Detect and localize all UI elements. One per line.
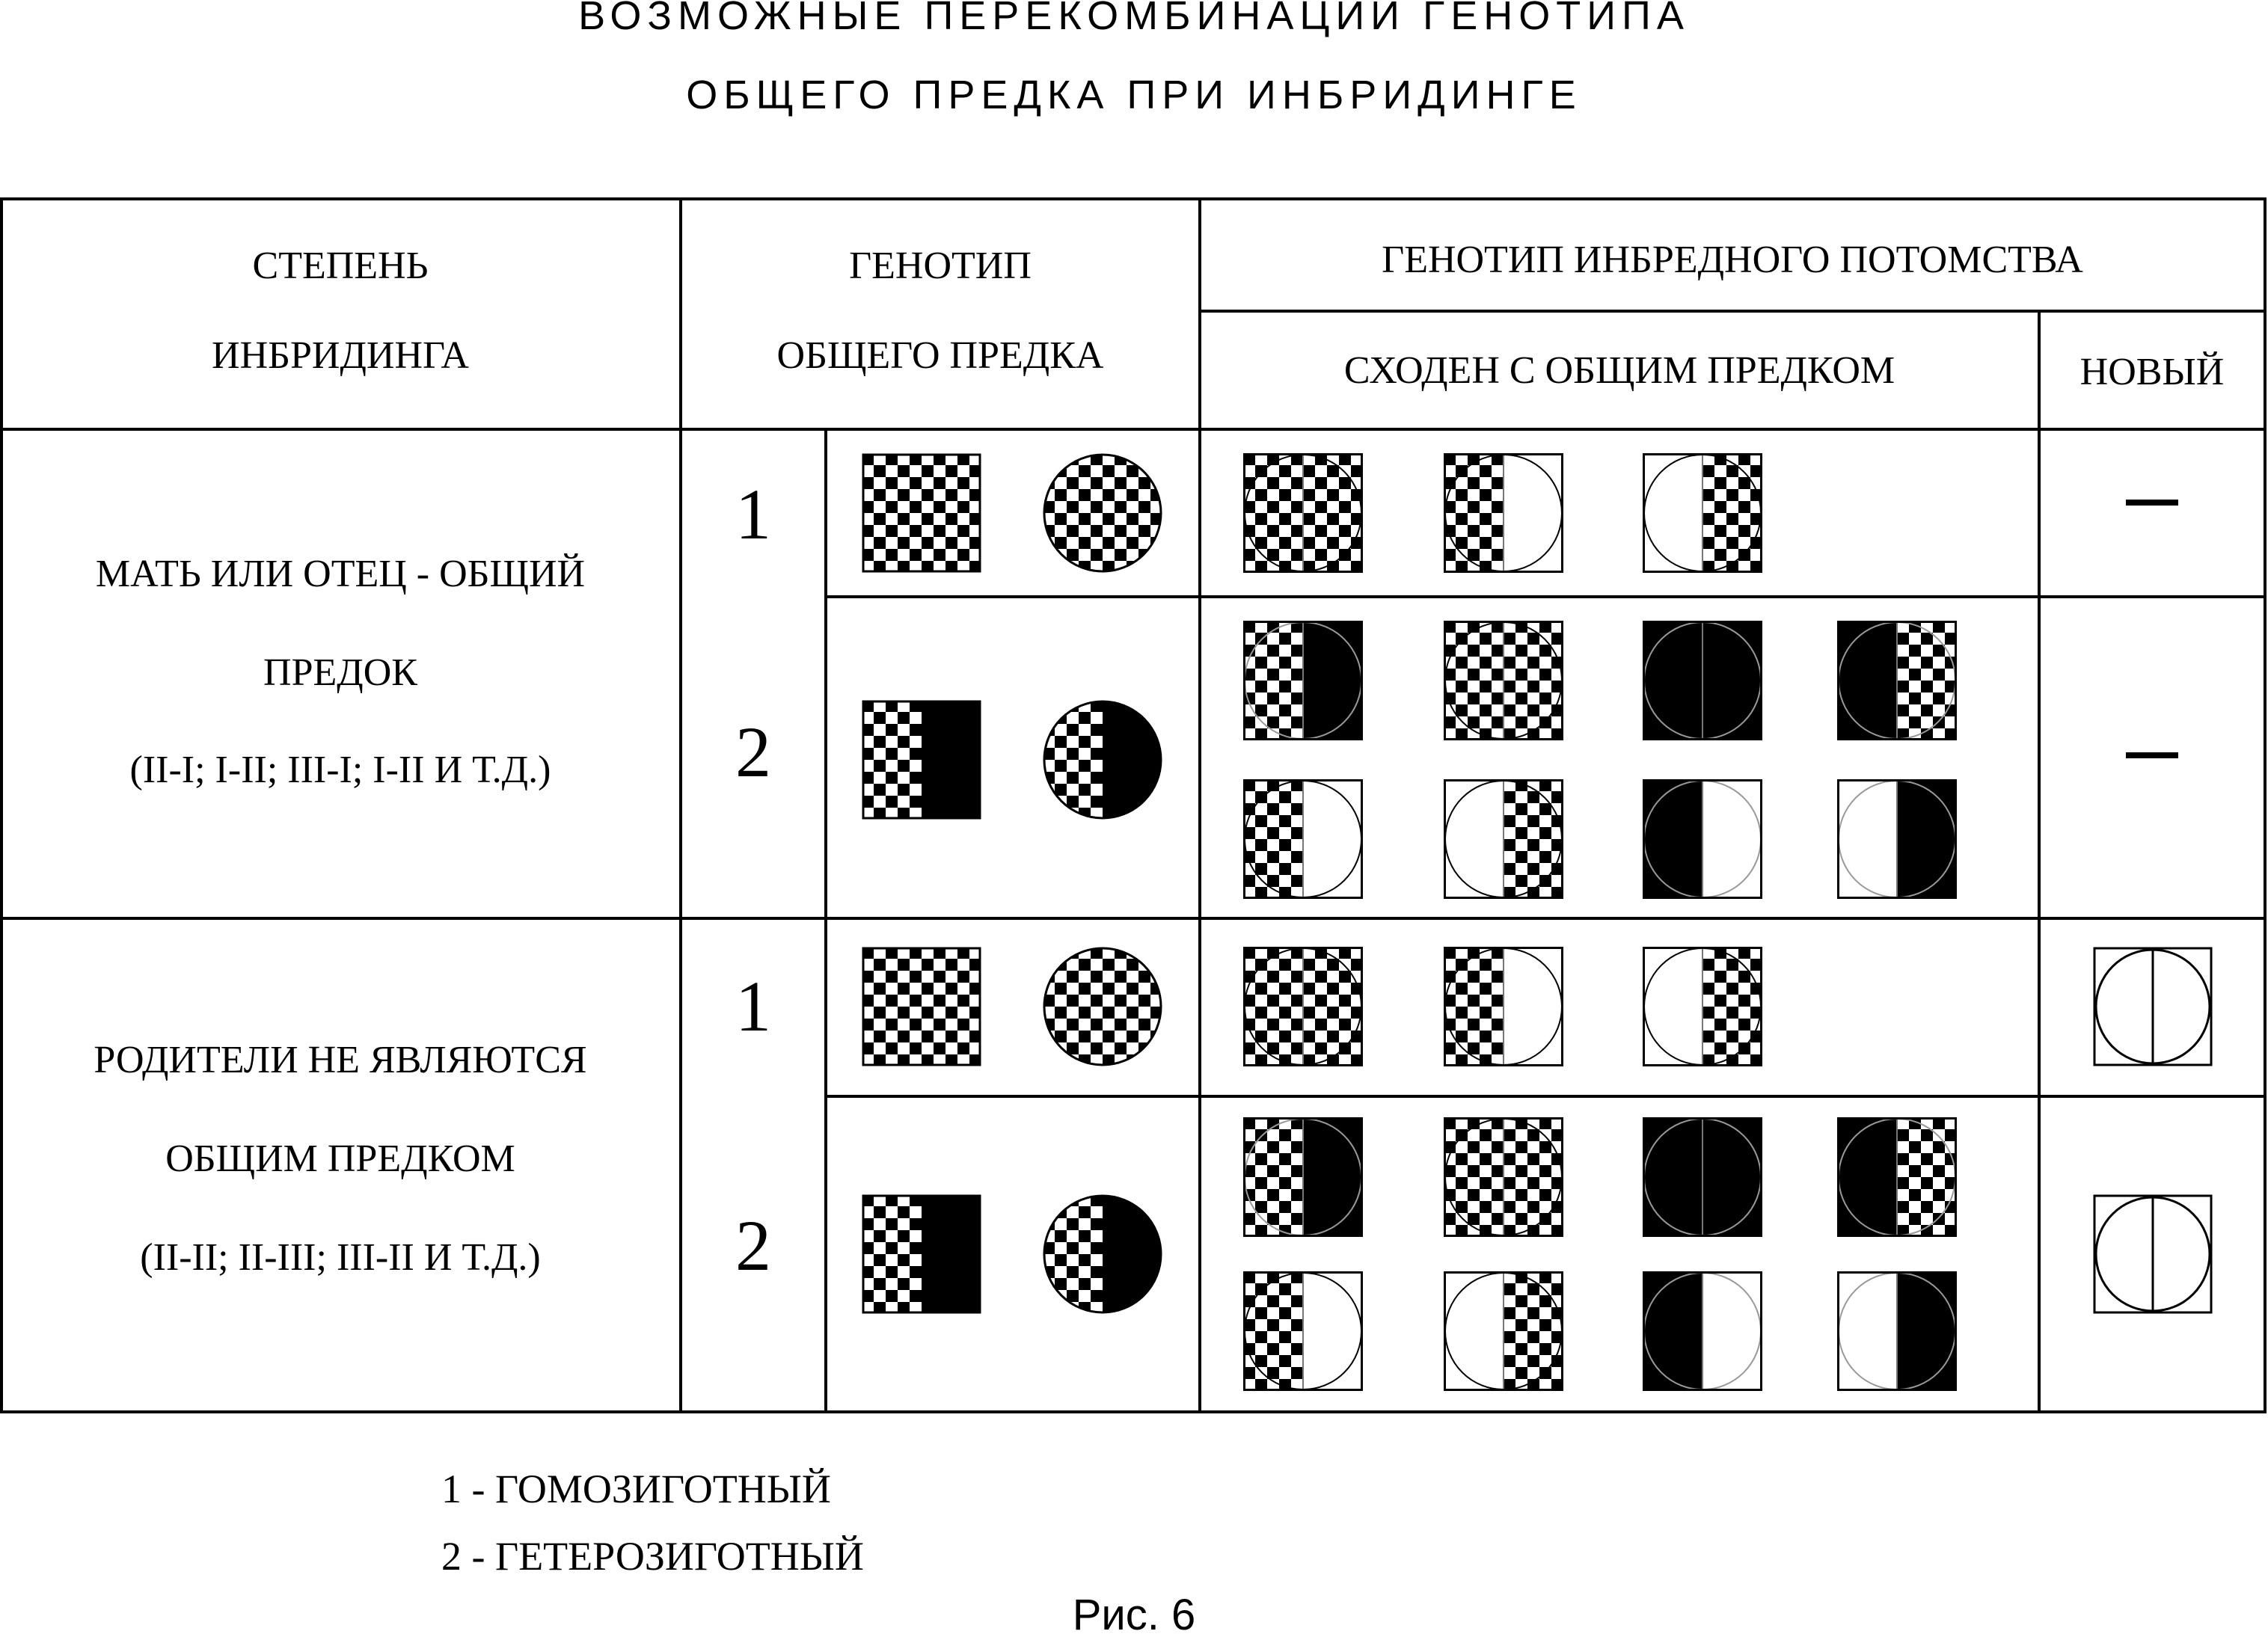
ancestor-checker-black-circle-icon xyxy=(1043,1194,1162,1314)
figure-caption: Рис. 6 xyxy=(1072,1591,1196,1639)
offspring-genotype-icon xyxy=(1444,947,1563,1066)
group-2-label-line-2: ОБЩИМ ПРЕДКОМ xyxy=(165,1137,515,1180)
ancestor-checker-black-square-icon xyxy=(862,1194,981,1314)
offspring-genotype-icon xyxy=(1444,453,1563,573)
header-ancestor-line-2: ОБЩЕГО ПРЕДКА xyxy=(776,334,1104,377)
legend-homozygous: 1 - ГОМОЗИГОТНЫЙ xyxy=(441,1467,831,1511)
offspring-genotype-icon xyxy=(1444,779,1563,899)
offspring-genotype-icon xyxy=(1444,1117,1563,1237)
ancestor-checker-black-circle-icon xyxy=(1043,700,1162,820)
new-genotype-icon xyxy=(2093,1194,2213,1314)
offspring-genotype-icon xyxy=(1837,1117,1957,1237)
offspring-genotype-icon xyxy=(1643,453,1762,573)
ancestor-checker-circle-icon xyxy=(1043,947,1162,1066)
ancestor-checker-black-square-icon xyxy=(862,700,981,820)
row-number: 2 xyxy=(735,1206,771,1286)
offspring-genotype-icon xyxy=(1837,1271,1957,1391)
offspring-genotype-icon xyxy=(1444,1271,1563,1391)
offspring-genotype-icon xyxy=(1243,1117,1363,1237)
row-number: 2 xyxy=(735,712,771,792)
header-similar: СХОДЕН С ОБЩИМ ПРЕДКОМ xyxy=(1343,349,1895,392)
header-degree-line-1: СТЕПЕНЬ xyxy=(252,245,429,287)
header-offspring: ГЕНОТИП ИНБРЕДНОГО ПОТОМСТВА xyxy=(1382,239,2083,281)
ancestor-checker-circle-icon xyxy=(1043,453,1162,573)
row-number: 1 xyxy=(735,966,771,1046)
offspring-genotype-icon xyxy=(1243,947,1363,1066)
ancestor-checker-square-icon xyxy=(862,453,981,573)
diagram-title-line-1: ВОЗМОЖНЫЕ ПЕРЕКОМБИНАЦИИ ГЕНОТИПА xyxy=(578,0,1690,38)
header-ancestor-line-1: ГЕНОТИП xyxy=(849,245,1032,287)
offspring-genotype-icon xyxy=(1243,453,1363,573)
no-new-genotype-dash-icon xyxy=(2126,500,2178,506)
group-1-label-line-1: МАТЬ ИЛИ ОТЕЦ - ОБЩИЙ xyxy=(95,553,586,595)
header-new: НОВЫЙ xyxy=(2079,351,2225,393)
offspring-genotype-icon xyxy=(1643,1117,1762,1237)
offspring-genotype-icon xyxy=(1643,621,1762,740)
new-genotype-icon xyxy=(2093,947,2213,1066)
group-1-label-line-2: ПРЕДОК xyxy=(263,651,417,694)
no-new-genotype-dash-icon xyxy=(2126,752,2178,758)
offspring-genotype-icon xyxy=(1643,947,1762,1066)
offspring-genotype-icon xyxy=(1643,1271,1762,1391)
group-1-label-line-3: (II-I; I-II; III-I; I-II И Т.Д.) xyxy=(129,749,551,791)
diagram-title-line-2: ОБЩЕГО ПРЕДКА ПРИ ИНБРИДИНГЕ xyxy=(686,73,1582,117)
legend-heterozygous: 2 - ГЕТЕРОЗИГОТНЫЙ xyxy=(441,1534,864,1579)
header-degree-line-2: ИНБРИДИНГА xyxy=(212,334,469,377)
offspring-genotype-icon xyxy=(1444,621,1563,740)
offspring-genotype-icon xyxy=(1643,779,1762,899)
offspring-genotype-icon xyxy=(1837,779,1957,899)
group-2-label-line-1: РОДИТЕЛИ НЕ ЯВЛЯЮТСЯ xyxy=(94,1039,587,1081)
offspring-genotype-icon xyxy=(1243,1271,1363,1391)
row-number: 1 xyxy=(735,474,771,554)
group-2-label-line-3: (II-II; II-III; III-II И Т.Д.) xyxy=(140,1236,541,1279)
offspring-genotype-icon xyxy=(1243,621,1363,740)
offspring-genotype-icon xyxy=(1243,779,1363,899)
offspring-genotype-icon xyxy=(1837,621,1957,740)
ancestor-checker-square-icon xyxy=(862,947,981,1066)
